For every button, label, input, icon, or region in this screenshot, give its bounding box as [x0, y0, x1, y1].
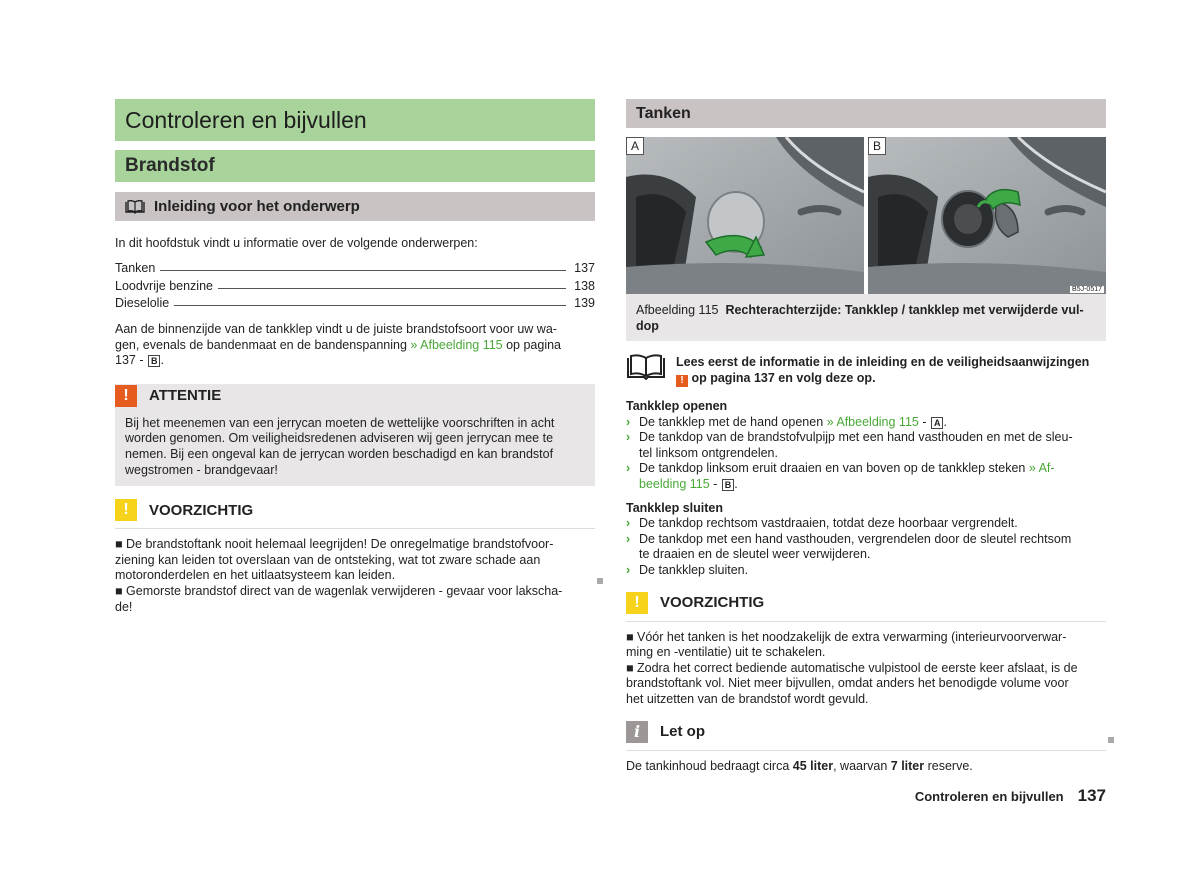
figure-panel-a	[626, 137, 864, 294]
step-item	[626, 415, 1106, 431]
caption-number: Afbeelding 115	[636, 303, 719, 317]
toc-leader	[218, 288, 566, 289]
attention-header	[115, 384, 595, 408]
note-text: , waarvan	[833, 758, 891, 773]
toc-page: 138	[574, 278, 595, 293]
subsection-title: Inleiding voor het onderwerp	[154, 198, 360, 215]
caption-title: Rechterachterzijde: Tankklep / tankklep met verwijderde vul-	[725, 303, 1084, 317]
caution-header	[626, 591, 1106, 615]
read-first-note	[626, 354, 1106, 387]
caution-line: ziening kan leiden tot overslaan van de ontsteking, wat tot zware schade aan	[115, 552, 541, 567]
step-text: tel linksom ontgrendelen.	[639, 445, 778, 460]
attention-line: worden genomen. Om veiligheidsredenen adviseren wij geen jerrycan mee te	[125, 431, 554, 446]
caution-line: ■ De brandstoftank nooit helemaal leegrijden! De onregelmatige brandstofvoor-	[115, 537, 554, 552]
step-text: De tankdop met een hand vasthouden, vergrendelen door de sleutel rechtsom	[639, 531, 1072, 546]
toc-label: Dieselolie	[115, 296, 170, 311]
step-text: De tankklep met de hand openen	[639, 414, 827, 429]
book-icon	[626, 354, 666, 380]
figure-caption	[626, 294, 1106, 341]
note-header	[626, 720, 1106, 744]
divider	[626, 750, 1106, 751]
step-text: -	[918, 414, 930, 429]
step-text: De tankdop van de brandstofvulpijp met een hand vasthouden en met de sleu-	[639, 430, 1073, 445]
note-value: 7 liter	[890, 758, 925, 773]
caution-line: ming en -ventilatie) uit te schakelen.	[626, 645, 826, 660]
chapter-title: Controleren en bijvullen	[115, 99, 595, 141]
note-title: Let op	[660, 723, 705, 740]
figure-label-b: B	[868, 137, 886, 155]
caution-line: ■ Vóór het tanken is het noodzakelijk de extra verwarming (interieurvoorverwar-	[626, 629, 1067, 644]
tank-flap-open-illustration	[868, 137, 1106, 294]
chevron-right-icon: ›	[626, 430, 631, 445]
note-value: 45 liter	[792, 758, 834, 773]
toc-row[interactable]	[115, 258, 595, 276]
step-end: .	[734, 476, 738, 491]
step-text: De tankdop rechtsom vastdraaien, totdat deze hoorbaar vergrendelt.	[639, 516, 1018, 531]
step-end: .	[943, 414, 947, 429]
chevron-right-icon: ›	[626, 531, 631, 546]
attention-line: nemen. Bij een ongeval kan de jerrycan worden beschadigd en kan brandstof	[125, 447, 554, 462]
chevron-right-icon: ›	[626, 461, 631, 476]
step-item	[626, 516, 1106, 532]
caution-icon: !	[115, 499, 137, 521]
caution-title: VOORZICHTIG	[149, 501, 254, 519]
figure-115	[626, 137, 1106, 294]
footer-title: Controleren en bijvullen	[914, 789, 1064, 804]
caution-header	[115, 498, 595, 522]
note-body	[626, 759, 1106, 775]
step-item	[626, 430, 1106, 461]
close-steps	[626, 516, 1106, 578]
para-end: .	[160, 353, 164, 368]
right-column	[626, 99, 1106, 774]
divider	[115, 528, 595, 529]
warning-icon: !	[676, 375, 688, 387]
section-title-tanken: Tanken	[626, 99, 1106, 128]
caution-icon: !	[626, 592, 648, 614]
figure-panel-b	[868, 137, 1106, 294]
info-icon: i	[626, 721, 648, 743]
para-line: Aan de binnenzijde van de tankklep vindt u de juiste brandstofsoort voor uw wa-	[115, 322, 557, 337]
left-column	[115, 99, 595, 615]
caution-line: het uitzetten van de brandstof wordt gevuld.	[626, 691, 869, 706]
step-item	[626, 532, 1106, 563]
chevron-right-icon: ›	[626, 414, 631, 429]
para-line: gen, evenals de bandenmaat en de bandenspanning	[115, 337, 407, 352]
tank-flap-closed-illustration	[626, 137, 864, 294]
divider	[626, 621, 1106, 622]
section-end-mark	[597, 578, 603, 584]
subsection-header	[115, 192, 595, 221]
attention-line: Bij het meenemen van een jerrycan moeten de wettelijke voorschriften in acht	[125, 415, 555, 430]
attention-title: ATTENTIE	[149, 387, 222, 405]
note-text: reserve.	[924, 758, 973, 773]
toc-page: 139	[574, 296, 595, 311]
toc	[115, 258, 595, 311]
warning-icon: !	[115, 385, 137, 407]
figure-part-box: B	[148, 355, 161, 367]
open-steps	[626, 415, 1106, 493]
step-item	[626, 563, 1106, 579]
book-icon	[125, 200, 145, 214]
figure-code: B5J-0517	[1072, 286, 1102, 293]
figure-part-box: B	[722, 479, 735, 491]
caption-title-cont: dop	[636, 319, 659, 333]
page-footer	[915, 786, 1106, 806]
open-title: Tankklep openen	[626, 399, 728, 413]
caution-line: ■ Gemorste brandstof direct van de wagenlak verwijderen - gevaar voor lakscha-	[115, 584, 563, 599]
figure-part-box: A	[931, 417, 944, 429]
caution-line: brandstoftank vol. Niet meer bijvullen, omdat anders het benodigde volume voor	[626, 676, 1069, 691]
step-text: De tankdop linksom eruit draaien en van boven op de tankklep steken	[639, 461, 1029, 476]
figure-label-a: A	[626, 137, 644, 155]
step-text: De tankklep sluiten.	[639, 562, 749, 577]
caution-title: VOORZICHTIG	[660, 594, 765, 612]
figure-link[interactable]: » Afbeelding 115	[826, 414, 919, 429]
caution-line: motoronderdelen en het uitlaatsysteem kan leiden.	[115, 568, 396, 583]
toc-page: 137	[574, 261, 595, 276]
section-title: Brandstof	[115, 150, 595, 182]
figure-link[interactable]: » Af-	[1028, 461, 1055, 476]
intro-text: In dit hoofdstuk vindt u informatie over de volgende onderwerpen:	[115, 236, 478, 250]
toc-label: Loodvrije benzine	[115, 278, 213, 293]
caution-body	[115, 537, 595, 615]
page-number: 137	[1077, 786, 1106, 805]
figure-link[interactable]: » Afbeelding 115	[410, 337, 503, 352]
read-first-text-cont: op pagina 137 en volg deze op.	[688, 371, 876, 385]
attention-line: wegstromen - brandgevaar!	[125, 462, 278, 477]
attention-box	[115, 384, 595, 486]
toc-row[interactable]	[115, 275, 595, 293]
figure-link[interactable]: beelding 115	[639, 476, 710, 491]
toc-label: Tanken	[115, 261, 156, 276]
step-text: -	[709, 476, 721, 491]
toc-leader	[160, 270, 566, 271]
close-title: Tankklep sluiten	[626, 500, 724, 515]
toc-leader	[174, 305, 566, 306]
caution-line: ■ Zodra het correct bediende automatische vulpistool de eerste keer afslaat, is de	[626, 660, 1078, 675]
note-text: De tankinhoud bedraagt circa	[626, 758, 793, 773]
section-end-mark	[1108, 737, 1114, 743]
read-first-text: Lees eerst de informatie in de inleiding en de veiligheidsaanwijzingen	[676, 355, 1090, 369]
step-text: te draaien en de sleutel weer verwijderen.	[639, 547, 871, 562]
caution-line: de!	[115, 599, 133, 614]
chevron-right-icon: ›	[626, 562, 631, 577]
para-line: 137 -	[115, 353, 147, 368]
tank-flap-paragraph	[115, 322, 595, 369]
toc-row[interactable]	[115, 293, 595, 311]
attention-body	[115, 408, 595, 486]
chevron-right-icon: ›	[626, 516, 631, 531]
step-item	[626, 461, 1106, 492]
para-line: op pagina	[502, 337, 562, 352]
caution-body	[626, 630, 1106, 708]
